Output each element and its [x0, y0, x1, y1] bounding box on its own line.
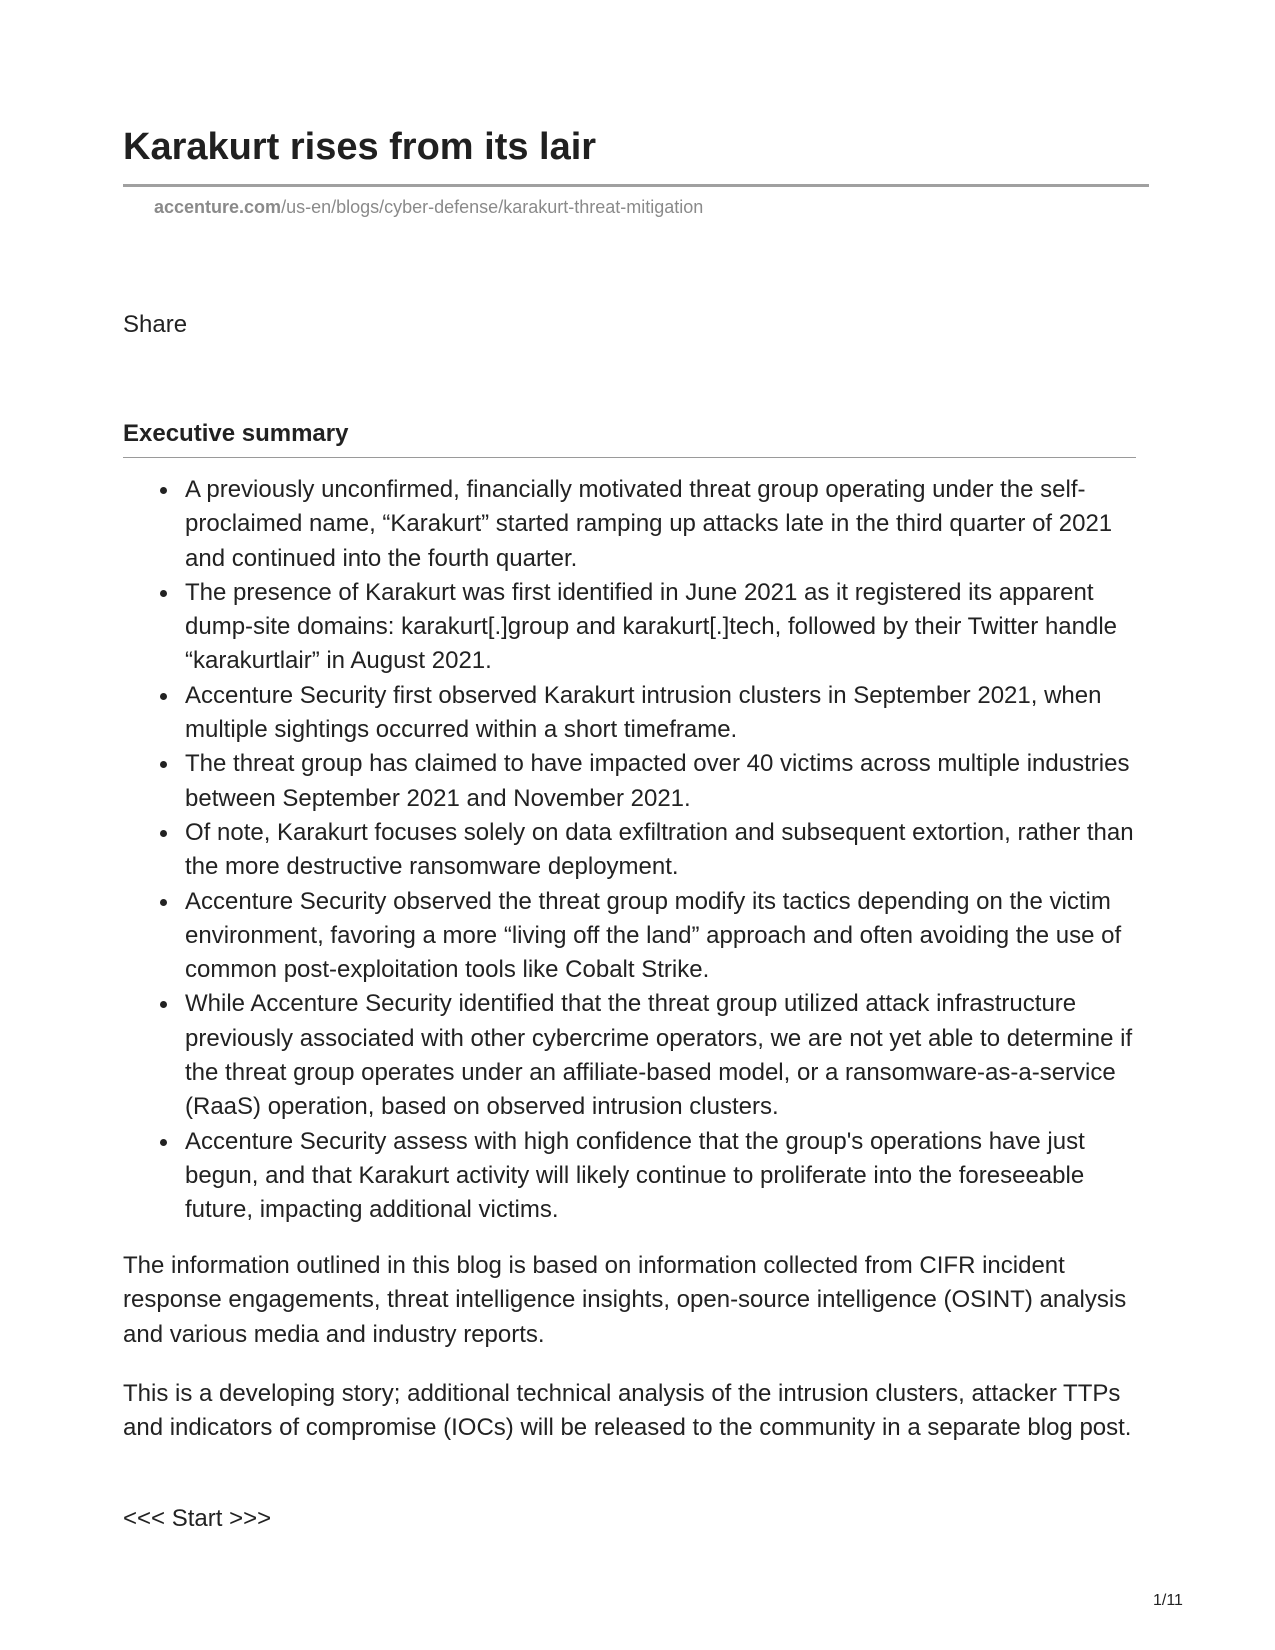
- body-paragraph-developing-story: This is a developing story; additional technical analysis of the intrusion clusters, attacker TTPs and indicators of compromise (IOCs) will be released to the community in a separate blog post.: [123, 1380, 1132, 1442]
- source-url-domain: accenture.com: [154, 197, 282, 217]
- summary-item-2: The presence of Karakurt was first identified in June 2021 as it registered its apparent dump-site domains: karakurt[.]group and karakurt[.]tech, followed by their Twitter handle “karakurtlair” in August 2021.: [185, 576, 1143, 679]
- page-title: Karakurt rises from its lair: [123, 126, 597, 168]
- summary-item-5: Of note, Karakurt focuses solely on data exfiltration and subsequent extortion, rather than the more destructive ransomware deployment.: [185, 816, 1143, 885]
- title-divider: [123, 184, 1149, 187]
- start-marker: <<< Start >>>: [123, 1505, 272, 1532]
- source-url[interactable]: [154, 197, 703, 218]
- body-paragraph-sources: The information outlined in this blog is based on information collected from CIFR incident response engagements, threat intelligence insights, open-source intelligence (OSINT) analysis and various media and industry reports.: [123, 1252, 1127, 1348]
- section-divider: [123, 457, 1136, 458]
- share-link[interactable]: Share: [123, 311, 188, 338]
- summary-item-6: Accenture Security observed the threat group modify its tactics depending on the victim environment, favoring a more “living off the land” approach and often avoiding the use of common post-exploitation tools like Cobalt Strike.: [185, 885, 1143, 988]
- summary-item-8: Accenture Security assess with high confidence that the group's operations have just begun, and that Karakurt activity will likely continue to proliferate into the foreseeable future, impacting additional victims.: [185, 1125, 1143, 1228]
- source-url-path: /us-en/blogs/cyber-defense/karakurt-threat-mitigation: [281, 197, 704, 217]
- executive-summary-list: [123, 473, 1143, 1228]
- summary-item-1: A previously unconfirmed, financially motivated threat group operating under the self-proclaimed name, “Karakurt” started ramping up attacks late in the third quarter of 2021 and continued into the fourth quarter.: [185, 473, 1143, 576]
- summary-item-7: While Accenture Security identified that the threat group utilized attack infrastructure previously associated with other cybercrime operators, we are not yet able to determine if the threat group operates under an affiliate-based model, or a ransomware-as-a-service (RaaS) operation, based on observed intrusion clusters.: [185, 987, 1143, 1124]
- summary-item-4: The threat group has claimed to have impacted over 40 victims across multiple industries between September 2021 and November 2021.: [185, 747, 1143, 816]
- executive-summary-heading: Executive summary: [123, 420, 349, 447]
- summary-item-3: Accenture Security first observed Karakurt intrusion clusters in September 2021, when multiple sightings occurred within a short timeframe.: [185, 679, 1143, 748]
- page-number: 1/11: [1153, 1592, 1183, 1609]
